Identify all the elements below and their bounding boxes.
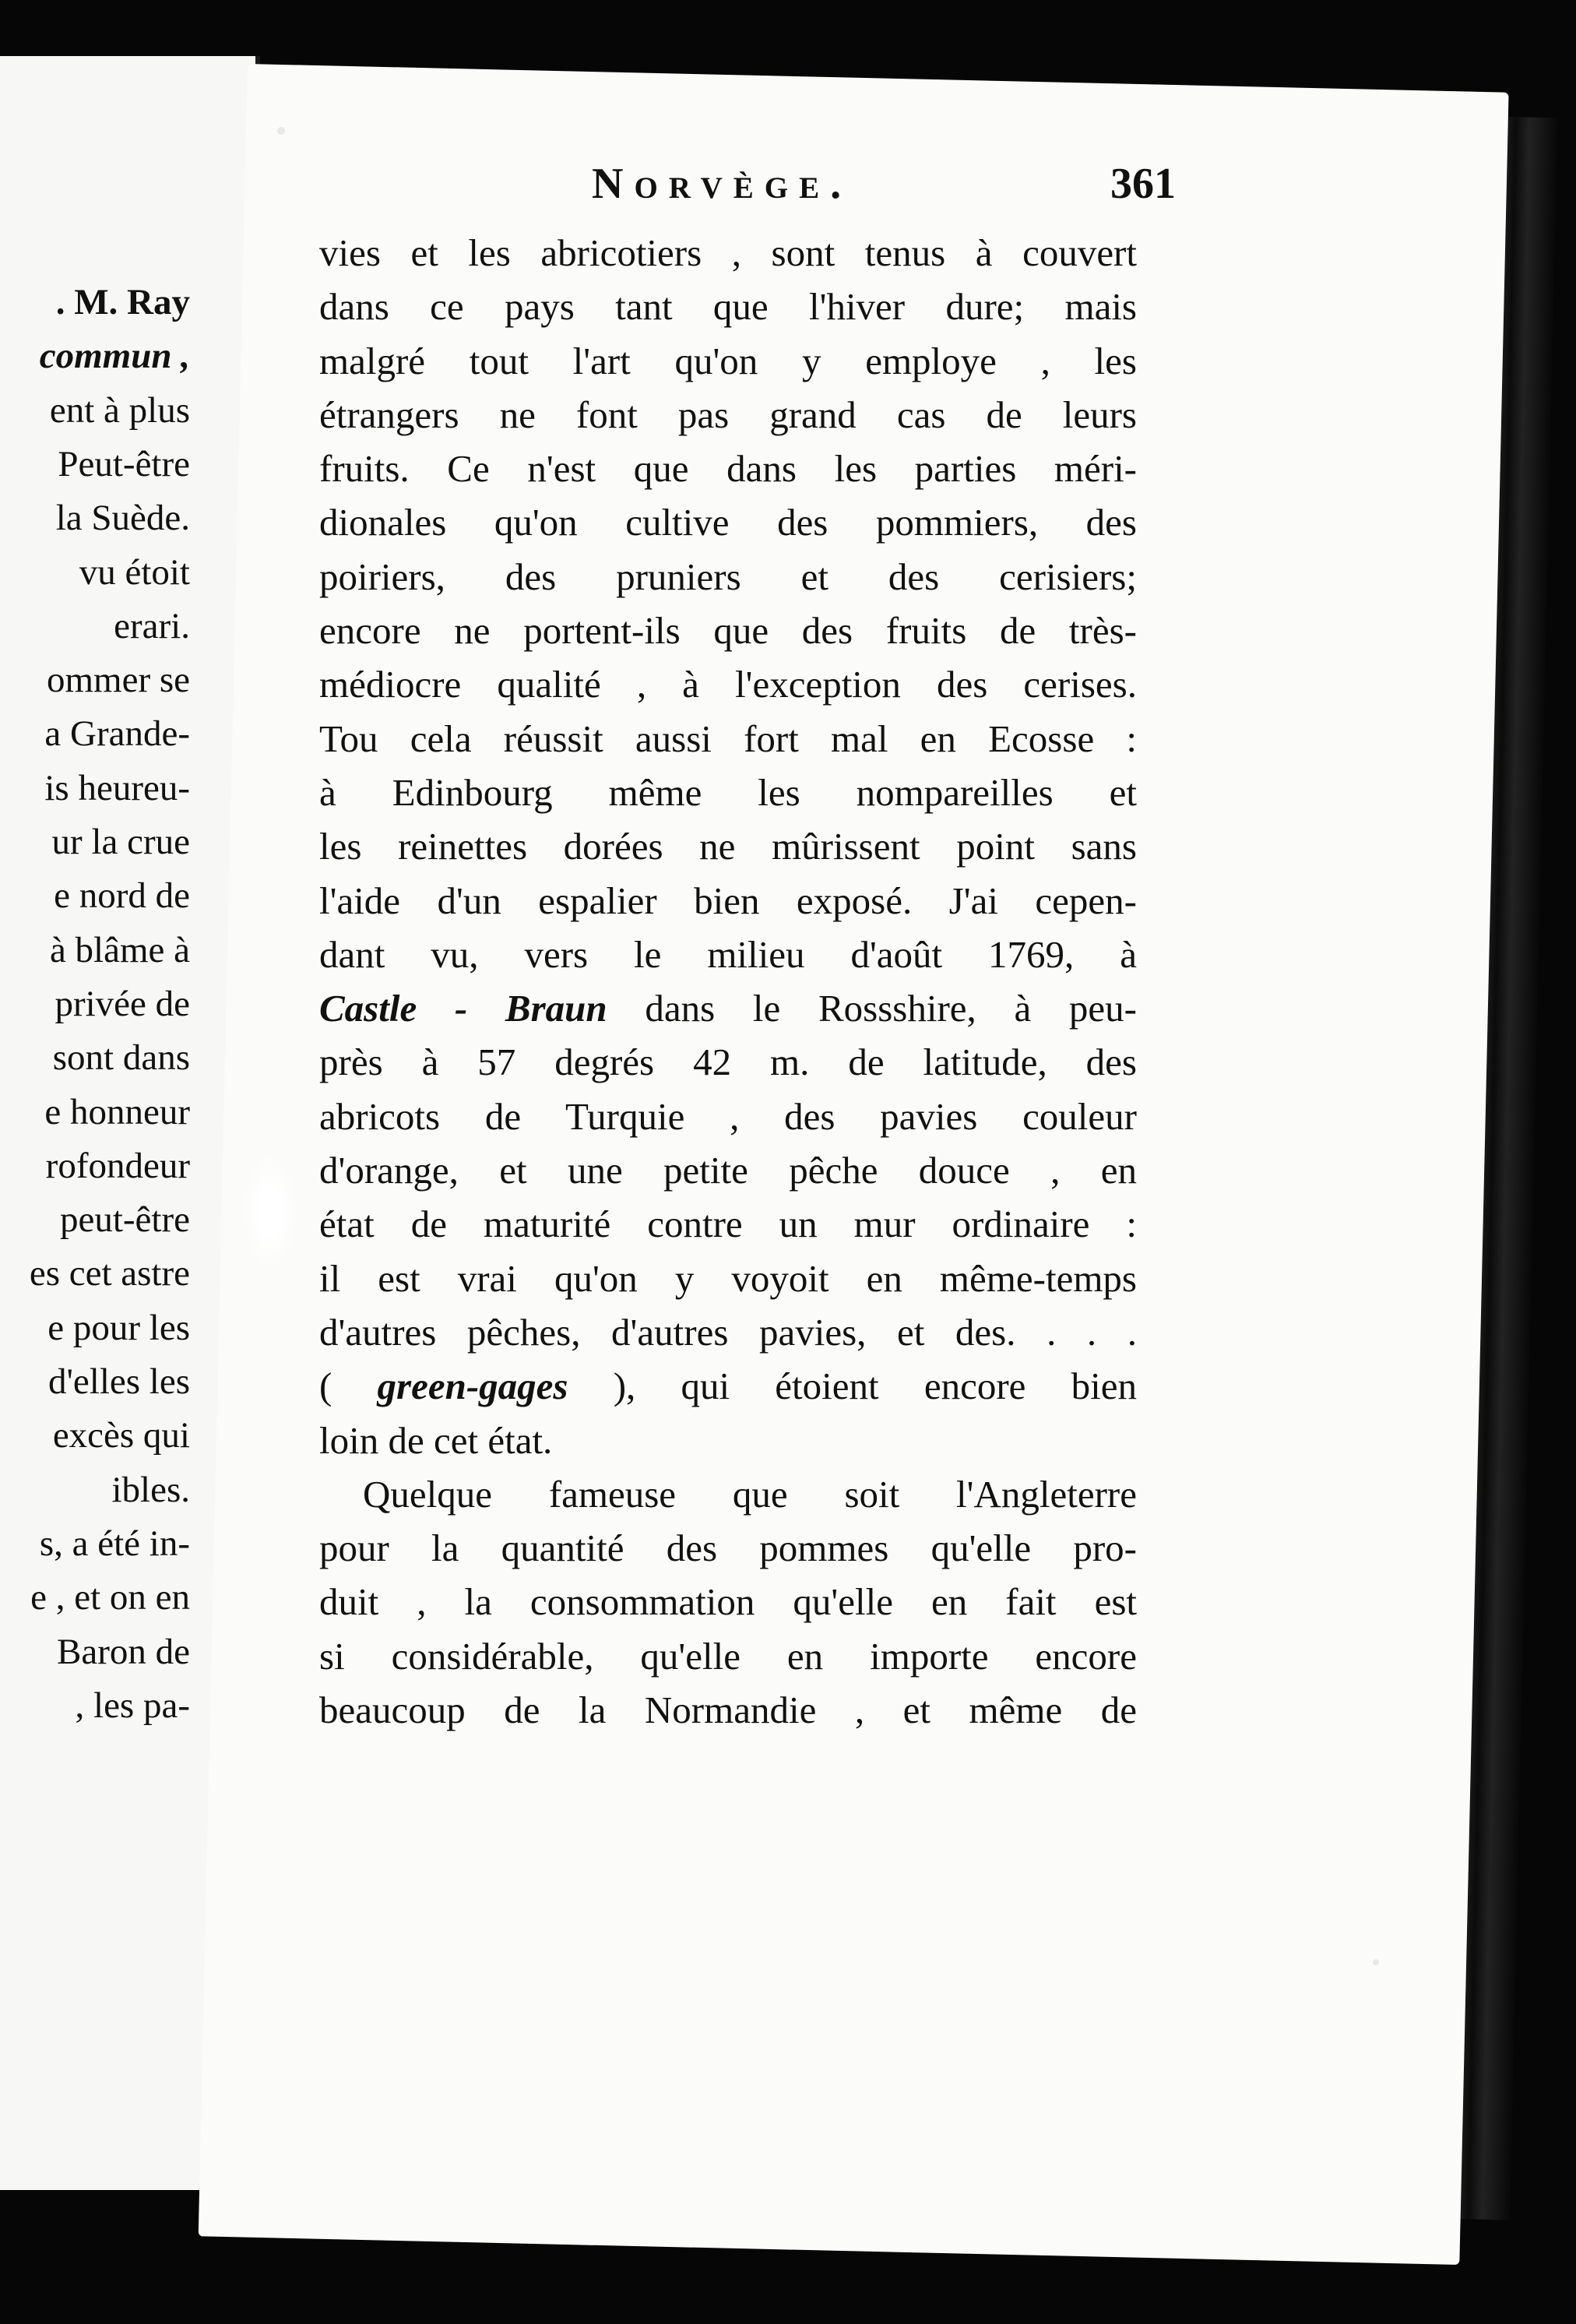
left-page-text-fragment: privée de — [55, 983, 190, 1024]
text-line: d'autres pêches, d'autres pavies, et des. . . . — [319, 1310, 1137, 1354]
text-line: malgré tout l'art qu'on y employe , les — [319, 339, 1137, 382]
left-page-text-fragment: ent à plus — [49, 389, 190, 431]
text-line: Quelque fameuse que soit l'Angleterre — [363, 1472, 1137, 1516]
text-line: à Edinbourg même les nompareilles et — [319, 770, 1137, 814]
text-line: dant vu, vers le milieu d'août 1769, à — [319, 932, 1137, 976]
running-head — [335, 159, 1176, 221]
text-line: il est vrai qu'on y voyoit en même-temps — [319, 1256, 1137, 1300]
page-smudge — [243, 1153, 297, 1269]
left-page-text-fragment: Baron de — [57, 1631, 190, 1672]
left-page-text-fragment: a Grande- — [44, 713, 190, 755]
text-line: état de maturité contre un mur ordinaire : — [319, 1202, 1137, 1246]
text-line: beaucoup de la Normandie , et même de — [319, 1688, 1137, 1732]
text-line: vies et les abricotiers , sont tenus à couvert — [319, 231, 1137, 274]
text-line-prefix: ( — [319, 1364, 378, 1408]
text-line-rest: dans le Rossshire, à peu- — [607, 987, 1137, 1030]
left-page-text-fragment: vu étoit — [79, 551, 190, 593]
left-page-text-fragment: ur la crue — [51, 822, 190, 862]
text-line — [319, 981, 1137, 1035]
text-line: l'aide d'un espalier bien exposé. J'ai cepen- — [319, 879, 1137, 922]
left-page-text-fragment: e honneur — [44, 1091, 190, 1132]
text-line: étrangers ne font pas grand cas de leurs — [319, 393, 1137, 436]
left-page-text-fragment: s, a été in- — [39, 1523, 190, 1564]
text-line: d'orange, et une petite pêche douce , en — [319, 1149, 1137, 1192]
left-page-text-fragment: erari. — [114, 605, 190, 646]
paper-speck — [277, 127, 285, 135]
text-line: dans ce pays tant que l'hiver dure; mais — [319, 285, 1137, 329]
left-page-text-fragment: es cet astre — [29, 1253, 190, 1294]
left-page-text-fragment: peut-être — [59, 1199, 190, 1241]
left-page-text-fragment: . M. Ray — [55, 282, 190, 322]
page-number: 361 — [1110, 160, 1176, 208]
running-title: Norvège. — [592, 160, 853, 208]
left-page-text-fragment: , les pa- — [75, 1685, 190, 1726]
left-page-text-fragment: la Suède. — [55, 498, 190, 539]
text-line: les reinettes dorées ne mûrissent point sans — [319, 825, 1137, 868]
paper-speck — [1373, 1959, 1379, 1965]
body-text — [319, 226, 1137, 1737]
text-line: si considérable, qu'elle en importe encore — [319, 1634, 1137, 1678]
left-page-text-fragment: ibles. — [111, 1469, 190, 1510]
text-line: médiocre qualité , à l'exception des cerises. — [319, 663, 1137, 706]
text-line: dionales qu'on cultive des pommiers, des — [319, 501, 1137, 544]
text-line-rest: ), qui étoient encore bien — [568, 1364, 1137, 1408]
text-line: abricots de Turquie , des pavies couleur — [319, 1094, 1137, 1138]
text-line: fruits. Ce n'est que dans les parties méri- — [319, 447, 1137, 491]
text-line: Tou cela réussit aussi fort mal en Ecosse : — [319, 717, 1137, 760]
left-page-text-fragment: e pour les — [47, 1307, 190, 1348]
text-line: pour la quantité des pommes qu'elle pro- — [319, 1526, 1137, 1570]
left-page-text-fragment: e nord de — [54, 875, 190, 917]
left-page-text-fragment: sont dans — [52, 1037, 190, 1079]
left-page-text-fragment: à blâme à — [49, 929, 190, 970]
italic-place-name: Castle - Braun — [319, 987, 607, 1030]
left-page-text-fragment: e , et on en — [30, 1577, 190, 1618]
left-page-text-fragment: ommer se — [46, 660, 190, 701]
italic-place-name: green-gages — [377, 1364, 568, 1408]
text-line: encore ne portent-ils que des fruits de très- — [319, 609, 1137, 653]
left-page-text-fragment: rofondeur — [45, 1145, 190, 1186]
text-line: poiriers, des pruniers et des cerisiers; — [319, 555, 1137, 598]
text-line: près à 57 degrés 42 m. de latitude, des — [319, 1041, 1137, 1084]
left-page-text-fragment: commun , — [39, 336, 190, 377]
left-page-text-fragment: excès qui — [52, 1415, 190, 1456]
text-line — [319, 1359, 1137, 1413]
text-line: duit , la consommation qu'elle en fait est — [319, 1580, 1137, 1624]
left-page-text-fragment: Peut-être — [58, 443, 190, 484]
text-line: loin de cet état. — [319, 1418, 553, 1462]
left-page-text-fragment: is heureu- — [44, 767, 190, 808]
left-page-text-fragment: d'elles les — [47, 1361, 190, 1402]
